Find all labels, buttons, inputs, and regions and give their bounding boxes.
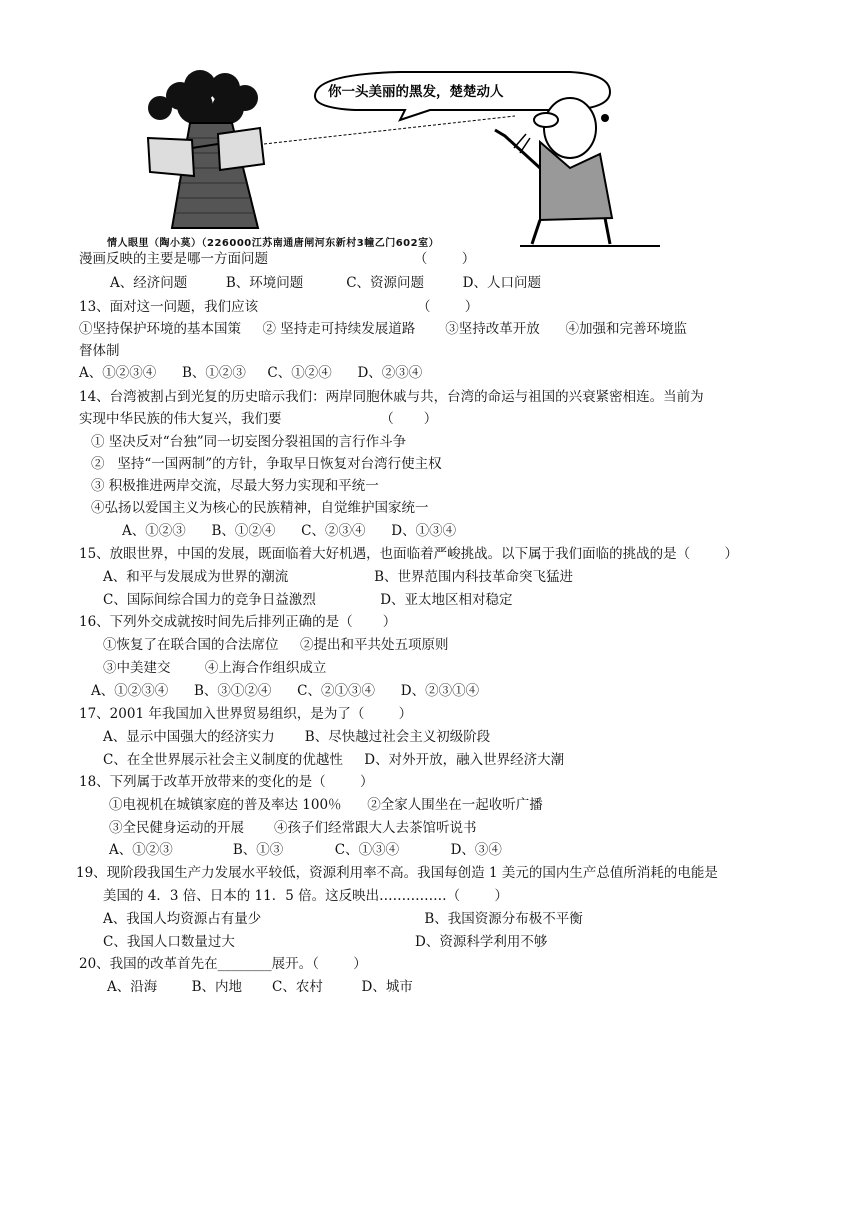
text-line: 漫画反映的主要是哪一方面问题 （ ） — [79, 251, 476, 267]
text-line: A、①②③④ B、①②③ C、①②④ D、②③④ — [79, 365, 423, 381]
text-line: 美国的 4．3 倍、日本的 11．5 倍。这反映出……………（ ） — [103, 888, 508, 904]
text-line: A、和平与发展成为世界的潮流 B、世界范围内科技革命突飞猛进 — [103, 569, 573, 585]
text-line: A、①②③ B、①②④ C、②③④ D、①③④ — [122, 523, 457, 539]
text-line: C、在全世界展示社会主义制度的优越性 D、对外开放，融入世界经济大潮 — [103, 752, 565, 768]
text-line: A、①②③ B、①③ C、①③④ D、③④ — [109, 842, 502, 858]
text-line: C、我国人口数量过大 D、资源科学利用不够 — [103, 934, 548, 950]
text-line: C、国际间综合国力的竞争日益激烈 D、亚太地区相对稳定 — [103, 592, 513, 608]
text-line: A、沿海 B、内地 C、农村 D、城市 — [107, 979, 413, 995]
cartoon-illustration — [100, 68, 660, 250]
text-line: 17、2001 年我国加入世界贸易组织，是为了（ ） — [79, 706, 413, 722]
text-line: A、经济问题 B、环境问题 C、资源问题 D、人口问题 — [110, 275, 541, 291]
text-line: A、①②③④ B、③①②④ C、②①③④ D、②③①④ — [91, 683, 480, 699]
text-line: ④弘扬以爱国主义为核心的民族精神，自觉维护国家统一 — [91, 500, 429, 516]
text-line: ③全民健身运动的开展 ④孩子们经常跟大人去茶馆听说书 — [109, 820, 477, 836]
text-line: ③ 积极推进两岸交流，尽最大努力实现和平统一 — [91, 478, 379, 494]
text-line: ③中美建交 ④上海合作组织成立 — [103, 660, 327, 676]
text-line: 19、现阶段我国生产力发展水平较低，资源利用率不高。我国每创造 1 美元的国内生产总值所消耗的电能是 — [76, 865, 718, 881]
text-line: 13、面对这一问题，我们应该 （ ） — [79, 299, 479, 315]
text-line: ① 坚决反对“台独”同一切妄图分裂祖国的言行作斗争 — [91, 434, 407, 450]
text-line: 实现中华民族的伟大复兴，我们要 （ ） — [79, 411, 438, 427]
text-line: 20、我国的改革首先在________展开。（ ） — [79, 956, 367, 972]
text-line: ①恢复了在联合国的合法席位 ②提出和平共处五项原则 — [103, 637, 449, 653]
text-line: ①电视机在城镇家庭的普及率达 100％ ②全家人围坐在一起收听广播 — [109, 797, 543, 813]
text-line: ①坚持保护环境的基本国策 ② 坚持走可持续发展道路 ③坚持改革开放 ④加强和完善环境监 — [79, 321, 688, 337]
text-line: ② 坚持“一国两制”的方针，争取早日恢复对台湾行使主权 — [91, 456, 442, 472]
text-line: 15、放眼世界，中国的发展，既面临着大好机遇，也面临着严峻挑战。以下属于我们面临的挑战的是（ ） — [79, 546, 739, 562]
speech-bubble-text: 你一头美丽的黑发，楚楚动人 — [328, 84, 504, 100]
text-line: A、我国人均资源占有量少 B、我国资源分布极不平衡 — [103, 911, 583, 927]
text-line: 14、台湾被割占到光复的历史暗示我们：两岸同胞休戚与共，台湾的命运与祖国的兴衰紧密相连。当前为 — [79, 389, 704, 405]
text-line: 18、下列属于改革开放带来的变化的是（ ） — [79, 774, 374, 790]
text-line: 16、下列外交成就按时间先后排列正确的是（ ） — [79, 614, 397, 630]
text-line: 督体制 — [79, 343, 120, 359]
cartoon-caption: 情人眼里（陶小莫）（226000江苏南通唐闸河东新村3幢乙门602室） — [107, 238, 440, 249]
text-line: A、显示中国强大的经济实力 B、尽快越过社会主义初级阶段 — [103, 729, 491, 745]
